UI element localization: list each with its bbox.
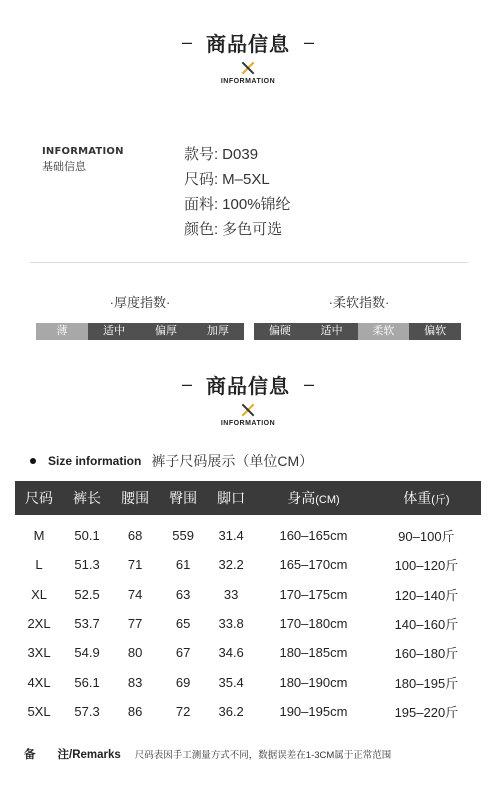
table-cell: 180–185cm bbox=[279, 645, 348, 661]
table-cell: 170–175cm bbox=[279, 586, 348, 602]
table-cell: 50.1 bbox=[74, 528, 100, 543]
table-cell: 195–220斤 bbox=[394, 705, 459, 721]
remarks-label: 备 注/Remarks bbox=[24, 749, 121, 761]
basic-info-list bbox=[184, 145, 291, 245]
thickness-index-title: ·厚度指数· bbox=[109, 295, 171, 310]
info-key: 面料: bbox=[184, 196, 219, 213]
basic-info-label-cn: 基础信息 bbox=[42, 161, 86, 173]
table-cell: 3XL bbox=[27, 645, 51, 661]
thickness-option: 薄 bbox=[36, 323, 88, 340]
section-header-product-info-2 bbox=[0, 370, 496, 427]
column-header: 体重(斤) bbox=[372, 481, 481, 515]
info-row-fabric bbox=[184, 195, 291, 220]
table-cell: 2XL bbox=[27, 615, 51, 631]
table-cell: 61 bbox=[175, 557, 191, 573]
info-row-style bbox=[184, 145, 291, 170]
softness-option: 偏硬 bbox=[254, 323, 306, 340]
table-cell: 180–195斤 bbox=[394, 675, 459, 691]
table-cell: 33 bbox=[223, 586, 239, 602]
info-row-size bbox=[184, 170, 291, 195]
remarks-text: 尺码表因手工测量方式不同，数据误差在1-3CM属于正常范围 bbox=[134, 750, 392, 761]
softness-option: 偏软 bbox=[409, 323, 461, 340]
softness-scale bbox=[254, 323, 461, 340]
table-cell: 52.5 bbox=[74, 586, 100, 602]
table-cell: 120–140斤 bbox=[394, 587, 459, 603]
table-cell: 86 bbox=[127, 704, 143, 720]
thickness-option: 偏厚 bbox=[140, 323, 192, 340]
column-header: 尺码 bbox=[15, 481, 63, 515]
table-cell: 77 bbox=[127, 615, 143, 631]
info-key: 尺码: bbox=[184, 171, 219, 188]
column-header: 臀围 bbox=[159, 481, 207, 515]
table-cell: 100–120斤 bbox=[394, 558, 459, 574]
remarks bbox=[24, 746, 391, 762]
table-cell: 74 bbox=[127, 586, 143, 602]
table-cell: 53.7 bbox=[74, 615, 100, 631]
info-value: 100%锦纶 bbox=[222, 196, 291, 213]
table-cell: 140–160斤 bbox=[394, 616, 459, 632]
basic-info-label-en: INFORMATION bbox=[42, 146, 124, 157]
size-info-heading-cn: 裤子尺码展示（单位CM） bbox=[151, 453, 314, 469]
section-header-product-info bbox=[0, 28, 496, 85]
table-row bbox=[15, 638, 481, 667]
cross-icon bbox=[241, 403, 255, 417]
basic-info-label bbox=[42, 146, 124, 174]
table-cell: 72 bbox=[175, 704, 191, 720]
table-cell: 160–165cm bbox=[279, 528, 348, 543]
table-cell: 90–100斤 bbox=[398, 529, 455, 544]
column-header: 裤长 bbox=[63, 481, 111, 515]
softness-option: 适中 bbox=[306, 323, 358, 340]
table-cell: 190–195cm bbox=[279, 704, 348, 720]
size-table bbox=[15, 481, 481, 726]
table-cell: 56.1 bbox=[74, 674, 100, 690]
info-value: 多色可选 bbox=[222, 221, 283, 238]
column-header: 腰围 bbox=[111, 481, 159, 515]
table-row bbox=[15, 579, 481, 608]
info-key: 款号: bbox=[184, 146, 219, 163]
title-dash-right: – bbox=[304, 374, 315, 394]
title-dash-left: – bbox=[181, 374, 192, 394]
table-cell: 57.3 bbox=[74, 704, 100, 720]
table-cell: 36.2 bbox=[218, 704, 244, 720]
info-value: D039 bbox=[222, 146, 259, 163]
table-cell: 180–190cm bbox=[279, 674, 348, 690]
table-cell: 80 bbox=[127, 645, 143, 661]
section-title: 商品信息 bbox=[206, 34, 290, 56]
softness-option: 柔软 bbox=[358, 323, 410, 340]
table-cell: 165–170cm bbox=[279, 557, 348, 573]
table-cell: 65 bbox=[175, 615, 191, 631]
table-cell: 67 bbox=[175, 645, 191, 661]
section-subtitle: INFORMATION bbox=[220, 420, 276, 427]
thickness-option: 适中 bbox=[88, 323, 140, 340]
column-header: 脚口 bbox=[207, 481, 255, 515]
table-row bbox=[15, 515, 481, 550]
bullet-icon bbox=[30, 458, 36, 464]
thickness-scale bbox=[36, 323, 244, 340]
table-cell: 559 bbox=[172, 528, 194, 543]
table-cell: 34.6 bbox=[218, 645, 244, 661]
table-cell: 68 bbox=[127, 528, 143, 543]
table-cell: 4XL bbox=[27, 674, 51, 690]
info-row-color bbox=[184, 220, 291, 245]
section-subtitle: INFORMATION bbox=[220, 78, 276, 85]
table-cell: 63 bbox=[175, 586, 191, 602]
table-row bbox=[15, 609, 481, 638]
table-cell: XL bbox=[31, 586, 47, 602]
table-cell: 83 bbox=[127, 674, 143, 690]
table-cell: 33.8 bbox=[218, 615, 244, 631]
table-cell: M bbox=[33, 528, 45, 543]
table-cell: 71 bbox=[127, 557, 143, 573]
table-cell: 32.2 bbox=[218, 557, 244, 573]
column-header: 身高(CM) bbox=[255, 481, 372, 515]
title-dash-right: – bbox=[304, 32, 315, 52]
table-cell: L bbox=[35, 557, 43, 573]
table-cell: 170–180cm bbox=[279, 615, 348, 631]
table-cell: 51.3 bbox=[74, 557, 100, 573]
softness-index-title: ·柔软指数· bbox=[328, 295, 390, 310]
table-row bbox=[15, 550, 481, 579]
size-info-heading-en: Size information bbox=[48, 454, 142, 468]
table-row bbox=[15, 697, 481, 726]
table-cell: 31.4 bbox=[218, 528, 244, 543]
section-title: 商品信息 bbox=[206, 376, 290, 398]
table-cell: 69 bbox=[175, 674, 191, 690]
table-row bbox=[15, 668, 481, 697]
title-dash-left: – bbox=[181, 32, 192, 52]
table-cell: 54.9 bbox=[74, 645, 100, 661]
divider bbox=[30, 262, 468, 263]
info-key: 颜色: bbox=[184, 221, 219, 238]
table-header-row bbox=[15, 481, 481, 515]
info-value: M–5XL bbox=[222, 171, 270, 188]
thickness-option: 加厚 bbox=[192, 323, 244, 340]
size-info-heading bbox=[30, 451, 313, 471]
table-cell: 160–180斤 bbox=[394, 646, 459, 662]
table-cell: 5XL bbox=[27, 704, 51, 720]
cross-icon bbox=[241, 61, 255, 75]
table-cell: 35.4 bbox=[218, 674, 244, 690]
